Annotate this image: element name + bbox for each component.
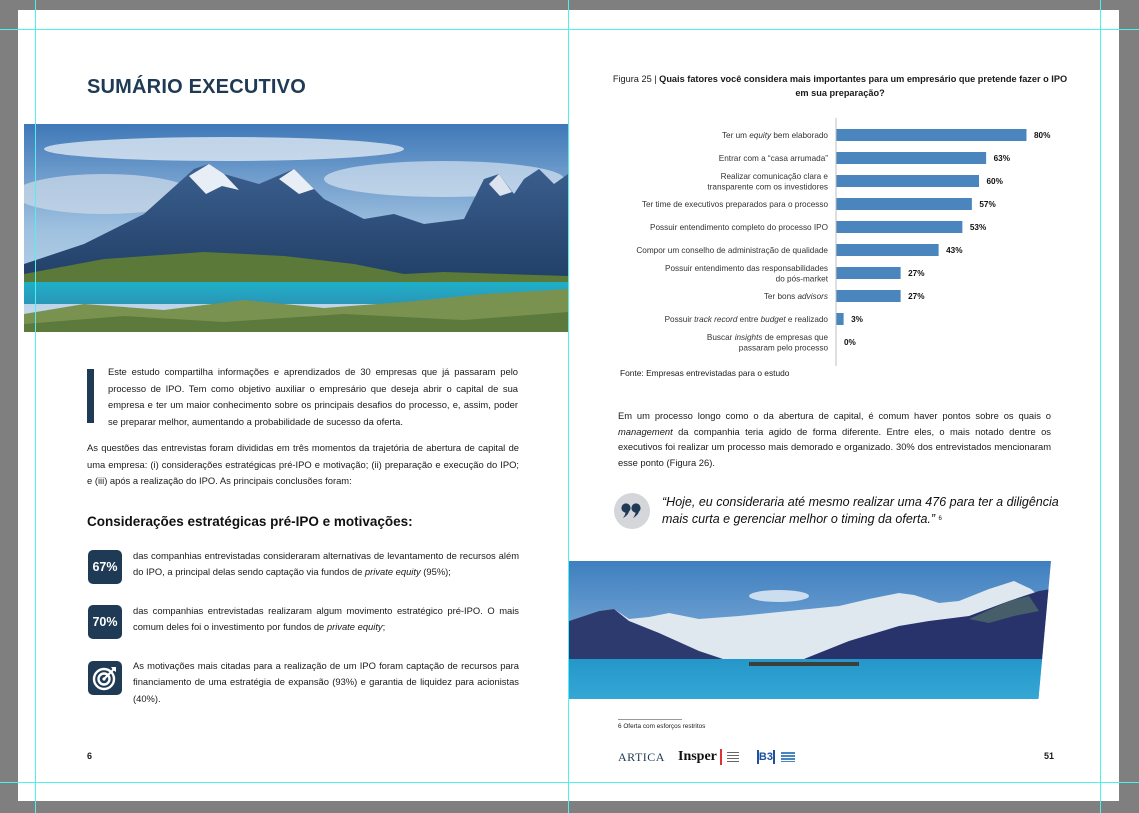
chart-category-label <box>707 182 828 191</box>
stat-text-em: private equity <box>326 621 383 633</box>
chart-category-segment: do pós-market <box>775 274 828 284</box>
guide-line <box>0 782 1139 783</box>
chart-category-label <box>764 292 828 301</box>
chart-category-segment: de empresas que <box>762 332 828 342</box>
guide-line <box>0 29 1139 30</box>
footnote: 6 Oferta com esforços restritos <box>618 723 706 730</box>
stat-text-main: das companhias entrevistadas realizaram algum movimento estratégico pré-IPO. O mais comum deles foi o investimento por fundos de <box>133 605 519 633</box>
chart-category-label <box>665 315 829 324</box>
partner-logos <box>618 748 795 766</box>
chart-category-segment: entre <box>737 315 761 324</box>
chart-source: Fonte: Empresas entrevistadas para o estudo <box>620 368 790 378</box>
hero-image <box>24 124 568 332</box>
chart-value-label: 43% <box>946 246 963 255</box>
chart-category-segment: Ter time de executivos preparados para o processo <box>641 200 828 209</box>
figure-title <box>610 73 1070 100</box>
chart-category-segment: Ter um <box>721 131 750 140</box>
chart-bar <box>837 152 987 164</box>
chart-value-label: 3% <box>851 315 863 324</box>
chart-value-label: 57% <box>979 200 996 209</box>
chart-bar <box>837 175 980 187</box>
chart-category-label <box>721 172 829 181</box>
quote-text <box>662 494 1062 528</box>
chart-bar <box>837 313 844 325</box>
chart-category-segment: Buscar <box>706 332 735 342</box>
chart-category-segment: Realizar comunicação clara e <box>720 171 828 181</box>
chart-value-label: 0% <box>844 338 856 347</box>
chart-category-label <box>650 223 828 232</box>
bar-chart <box>610 116 1080 372</box>
paragraph-em: management <box>618 425 673 437</box>
chart-bar <box>837 267 901 279</box>
page-number-right: 51 <box>1044 751 1055 761</box>
chart-category-label <box>776 274 829 283</box>
logo-insper: Insper <box>678 749 717 764</box>
intro-accent-bar <box>87 369 94 423</box>
glacier-photo <box>569 561 1051 699</box>
logo-artica: ARTICA <box>618 749 665 764</box>
chart-bar <box>837 129 1027 141</box>
guide-line <box>35 0 36 813</box>
chart-category-label <box>665 264 828 273</box>
chart-value-label: 27% <box>908 269 925 278</box>
quote-body: “Hoje, eu consideraria até mesmo realizar uma 476 para ter a diligência mais curta e gerenciar melhor o timing da oferta.” <box>662 495 1059 526</box>
stat-text-end: (95%); <box>420 566 451 578</box>
chart-category-label <box>642 200 829 209</box>
chart-category-segment: Ter bons <box>763 292 798 301</box>
chart-category-segment: track record <box>694 315 738 324</box>
stat-text-em: private equity <box>364 566 421 578</box>
chart-value-label: 80% <box>1034 131 1051 140</box>
chart-category-label <box>707 333 829 342</box>
target-icon <box>88 661 122 695</box>
chart-category-label <box>722 131 828 140</box>
chart-value-label: 60% <box>986 177 1003 186</box>
chart-bar <box>837 290 901 302</box>
logo-insper-sub <box>727 752 739 762</box>
chart-category-label <box>636 246 828 255</box>
stat-text <box>133 603 519 636</box>
chart-category-segment: insights <box>734 332 763 342</box>
chart-value-label: 53% <box>969 223 987 232</box>
logo-insper-mark <box>720 749 725 765</box>
stat-text <box>133 548 519 581</box>
chart-category-segment: equity <box>749 131 772 140</box>
chart-category-segment: e realizado <box>785 315 828 324</box>
chart-value-label: 63% <box>993 154 1011 163</box>
chart-bar <box>837 221 963 233</box>
body-paragraph-right <box>618 408 1051 470</box>
stat-text-end: ; <box>382 621 386 633</box>
page-title: SUMÁRIO EXECUTIVO <box>87 76 306 98</box>
chart-category-label <box>719 154 828 163</box>
chart-category-segment: bem elaborado <box>771 131 828 140</box>
figure-question: Quais fatores você considera mais importantes para um empresário que pretende fazer o IPO em sua preparação? <box>659 74 1068 98</box>
intro-text: Este estudo compartilha informações e aprendizados de 30 empresas que já passaram pelo processo de IPO. Tem como objetivo auxiliar o empresário que deseja abrir o capital de sua empresa e ter um maior conhecimento sobre os principais desafios do processo, e, assim, poder se preparar melhor, aumentando a probabilidade de sucesso da oferta. <box>108 366 518 427</box>
chart-bar <box>837 244 939 256</box>
chart-category-segment: Compor um conselho de administração de qualidade <box>636 246 828 255</box>
chart-category-segment: transparente com os investidores <box>707 182 828 192</box>
chart-category-label <box>739 343 829 352</box>
guide-line <box>568 0 569 813</box>
chart-category-segment: Possuir <box>664 315 695 324</box>
stat-text-main: das companhias entrevistadas consideraram alternativas de levantamento de recursos além do IPO, a principal delas sendo captação via fundos de <box>133 550 519 578</box>
stat-badge: 67% <box>88 550 122 584</box>
chart-value-label: 27% <box>908 292 925 301</box>
figure-label: Figura 25 | <box>612 74 660 84</box>
chart-bar <box>837 198 972 210</box>
chart-svg <box>610 116 1080 372</box>
stat-text: As motivações mais citadas para a realização de um IPO foram captação de recursos para financiamento de uma estratégia de expansão (93%) e garantia de liquidez para acionistas (40%). <box>133 660 519 704</box>
chart-category-segment: passaram pelo processo <box>738 343 828 353</box>
logo-b3-sub <box>781 752 795 762</box>
guide-line <box>1100 0 1101 813</box>
quote-icon <box>614 493 650 529</box>
logo-b3: B3 <box>758 751 773 763</box>
chart-category-segment: advisors <box>797 292 828 301</box>
chart-category-segment: Entrar com a “casa arrumada” <box>718 154 828 163</box>
chart-category-segment: Possuir entendimento das responsabilidades <box>665 263 828 273</box>
stat-badge: 70% <box>88 605 122 639</box>
chart-category-segment: budget <box>760 315 786 324</box>
footnote-ref: 6 <box>938 516 942 522</box>
chart-category-segment: Possuir entendimento completo do processo IPO <box>650 223 828 232</box>
page-number-left: 6 <box>87 751 93 761</box>
footnote-divider <box>618 719 682 720</box>
section-heading: Considerações estratégicas pré-IPO e motivações: <box>87 514 413 529</box>
paragraph-text-end: da companhia teria agido de forma diferente. Entre eles, o mais notado dentre os executivos foi realizar um processo mais demorado e organizado. 30% dos entrevistados mencionaram esse ponto (Figura 26). <box>618 425 1051 468</box>
paragraph-text: Em um processo longo como o da abertura de capital, é comum haver pontos sobre os quais o <box>618 410 1051 421</box>
body-paragraph: As questões das entrevistas foram divididas em três momentos da trajetória de abertura de capital de uma empresa: (i) considerações estratégicas pré-IPO e motivação; (ii) preparação e execução do IPO; e (iii) após a realização do IPO. As principais conclusões foram: <box>87 442 519 487</box>
